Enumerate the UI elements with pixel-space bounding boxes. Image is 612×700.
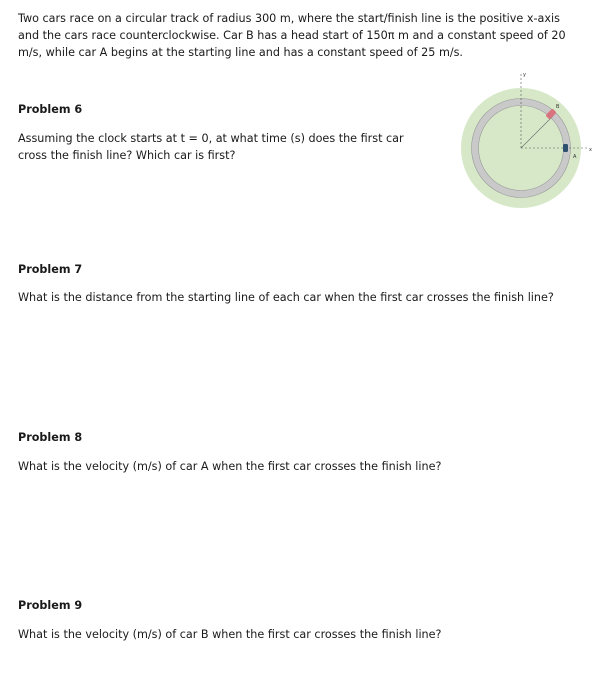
problem-9-text: What is the velocity (m/s) of car B when the first car crosses the finish line?	[18, 628, 442, 641]
problem-9-title: Problem 9	[18, 599, 83, 612]
y-axis-label: y	[523, 72, 526, 78]
track-figure	[455, 70, 595, 215]
problem-6-text: Assuming the clock starts at t = 0, at what time (s) does the first car cross the finish line? Which car is first?	[18, 132, 404, 162]
car-a-icon	[563, 144, 568, 152]
car-a-label: A	[573, 154, 577, 160]
car-b-label: B	[556, 104, 560, 110]
problem-7-title: Problem 7	[18, 263, 83, 276]
problem-intro: Two cars race on a circular track of radius 300 m, where the start/finish line is the positive x-axis and the cars race counterclockwise. Car B has a head start of 150π m and a constant speed of 20 m/s, while car A begins at the starting line and has a constant speed of 25 m/s.	[18, 12, 566, 59]
problem-8-title: Problem 8	[18, 431, 83, 444]
track-diagram	[455, 70, 595, 215]
problem-8-text: What is the velocity (m/s) of car A when the first car crosses the finish line?	[18, 460, 442, 473]
x-axis-label: x	[589, 147, 592, 153]
problem-6-title: Problem 6	[18, 103, 83, 116]
problem-7-text: What is the distance from the starting line of each car when the first car crosses the finish line?	[18, 291, 554, 304]
